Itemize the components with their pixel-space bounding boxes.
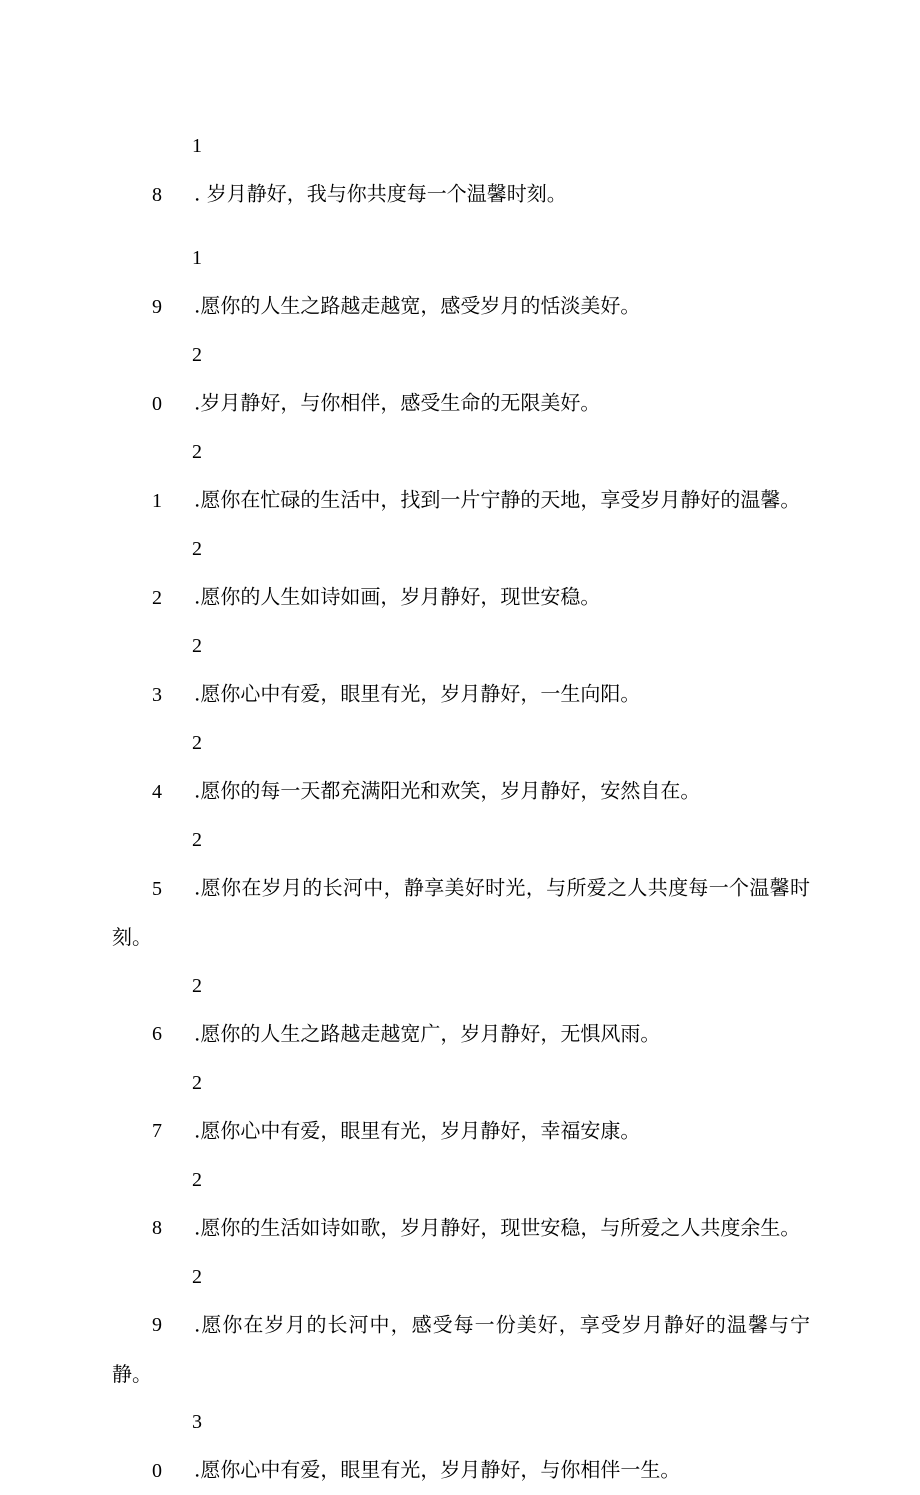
entry-number: 24	[152, 732, 202, 803]
entry-text: .愿你的每一天都充满阳光和欢笑，岁月静好，安然自在。	[194, 778, 701, 803]
entry-text: . 岁月静好，我与你共度每一个温馨时刻。	[194, 181, 567, 206]
entry-text: .愿你的人生如诗如画，岁月静好，现世安稳。	[194, 584, 601, 609]
entry-27	[112, 1059, 810, 1156]
entry-28	[112, 1156, 810, 1253]
entry-19	[112, 234, 810, 331]
entry-21	[112, 428, 810, 525]
entry-22	[112, 525, 810, 622]
entry-text: .愿你在岁月的长河中，静享美好时光，与所爱之人共度每一个温馨时刻。	[112, 875, 810, 949]
entry-number: 22	[152, 538, 202, 609]
entry-29	[112, 1253, 810, 1399]
entry-20	[112, 331, 810, 428]
entry-list	[112, 122, 810, 1495]
entry-text: .愿你在忙碌的生活中，找到一片宁静的天地，享受岁月静好的温馨。	[194, 487, 801, 512]
entry-text: .岁月静好，与你相伴，感受生命的无限美好。	[194, 390, 601, 415]
entry-25	[112, 816, 810, 962]
entry-text: .愿你心中有爱，眼里有光，岁月静好，一生向阳。	[194, 681, 641, 706]
entry-text: .愿你心中有爱，眼里有光，岁月静好，与你相伴一生。	[194, 1457, 681, 1482]
entry-text: .愿你的生活如诗如歌，岁月静好，现世安稳，与所爱之人共度余生。	[194, 1215, 801, 1239]
entry-text: .愿你心中有爱，眼里有光，岁月静好，幸福安康。	[194, 1118, 641, 1142]
entry-number: 27	[152, 1071, 202, 1142]
entry-23	[112, 622, 810, 719]
entry-number: 30	[152, 1411, 202, 1482]
entry-26	[112, 962, 810, 1059]
entry-number: 23	[152, 635, 202, 706]
entry-number: 21	[152, 441, 202, 512]
entry-number: 28	[152, 1168, 202, 1239]
entry-number: 26	[152, 974, 202, 1045]
entry-number: 19	[152, 247, 202, 318]
entry-text: .愿你的人生之路越走越宽广，岁月静好，无惧风雨。	[194, 1021, 661, 1045]
entry-text: .愿你的人生之路越走越宽，感受岁月的恬淡美好。	[194, 293, 641, 318]
entry-number: 18	[152, 135, 202, 206]
entry-30	[112, 1398, 810, 1495]
entry-number: 29	[152, 1265, 202, 1336]
entry-text: .愿你在岁月的长河中，感受每一份美好，享受岁月静好的温馨与宁静。	[112, 1312, 810, 1386]
entry-number: 20	[152, 344, 202, 415]
entry-number: 25	[152, 829, 202, 900]
entry-24	[112, 719, 810, 816]
entry-18	[112, 122, 810, 219]
